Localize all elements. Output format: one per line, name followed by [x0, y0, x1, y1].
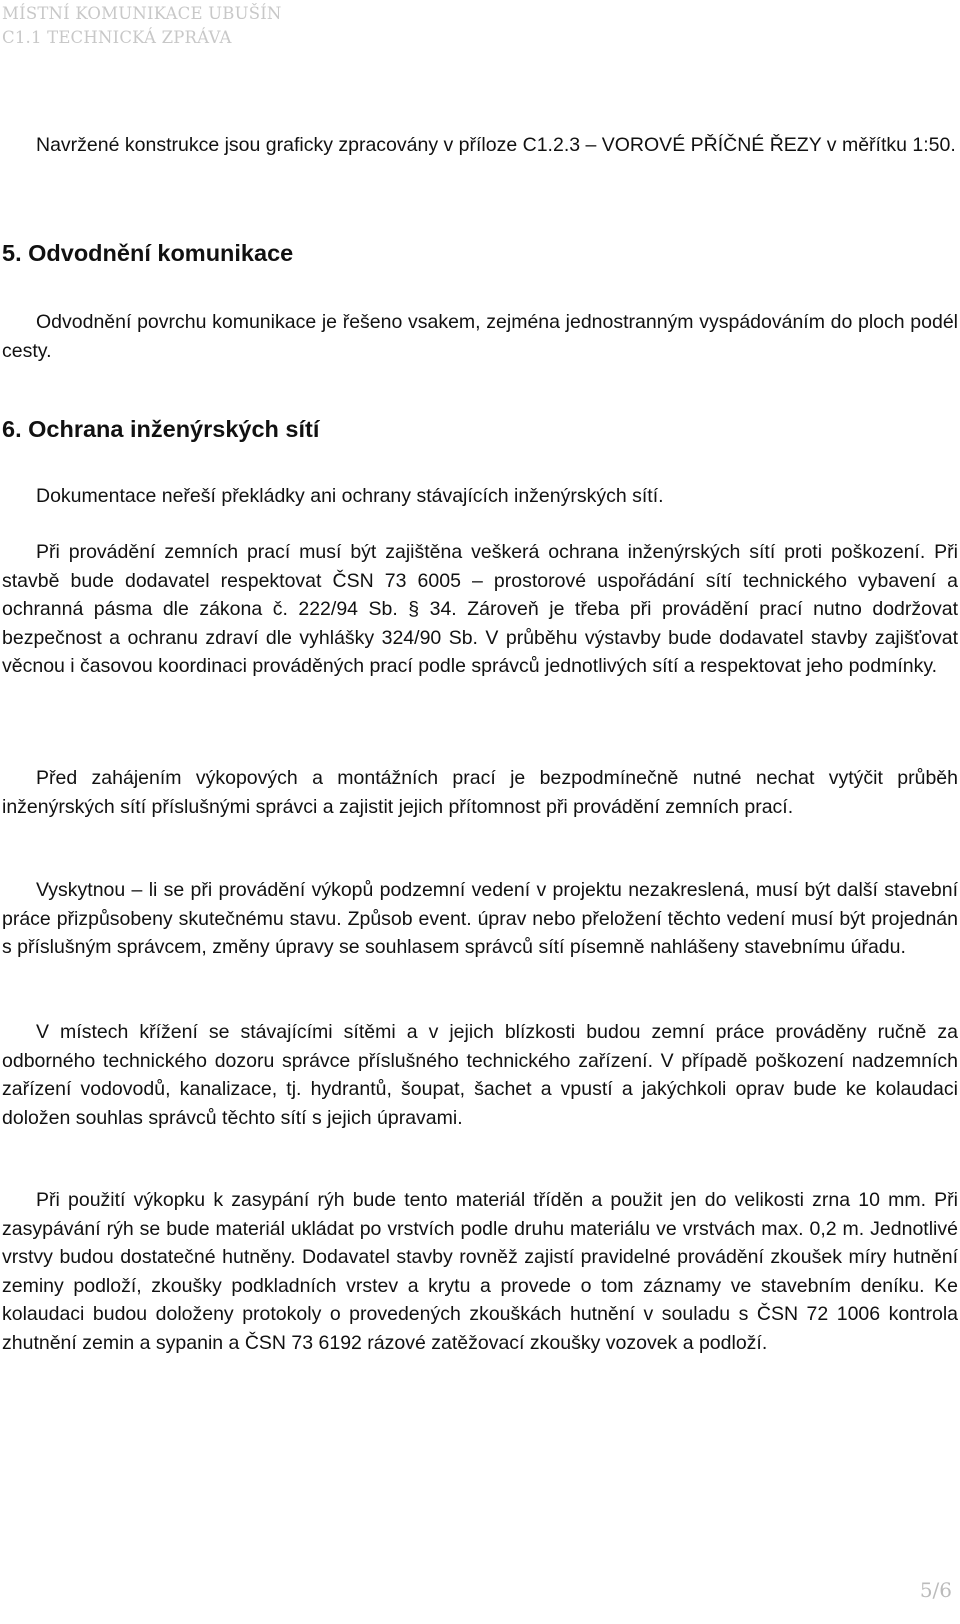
section6-text-2: Při provádění zemních prací musí být zajištěna veškerá ochrana inženýrských sítí proti poškození. Při stavbě bude dodavatel respektovat ČSN 73 6005 – prostorové uspořádání sítí technického vybavení a ochranná pásma dle zákona č. 222/94 Sb. § 34. Zároveň je třeba při provádění prací nutno dodržovat bezpečnost a ochranu zdraví dle vyhlášky 324/90 Sb. V průběhu výstavby bude dodavatel stavby zajišťovat věcnou i časovou koordinaci prováděných prací podle správců jednotlivých sítí a respektovat jeho podmínky. [2, 541, 958, 677]
header-project-title: MÍSTNÍ KOMUNIKACE UBUŠÍN [2, 4, 282, 23]
section6-text-6: Při použití výkopku k zasypání rýh bude tento materiál tříděn a použit jen do velikosti zrna 10 mm. Při zasypávání rýh se bude materiál ukládat po vrstvích podle druhu materiálu ve vrstvách max. 0,2 m. Jednotlivé vrstvy budou dostatečné hutněny. Dodavatel stavby rovněž zajistí pravidelné provádění zkoušek míry hutnění zeminy podloží, zkoušky podkladních vrstev a krytu a provede o tom záznamy ve stavebním deníku. Ke kolaudaci budou doloženy protokoly o provedených zkouškách hutnění v souladu s ČSN 72 1006 kontrola zhutnění zemin a sypanin a ČSN 73 6192 rázové zatěžovací zkoušky vozovek a podloží. [2, 1189, 958, 1354]
section6-text-5: V místech křížení se stávajícími sítěmi a v jejich blízkosti budou zemní práce prováděny ručně za odborného technického dozoru správce příslušného technického zařízení. V případě poškození nadzemních zařízení vodovodů, kanalizace, tj. hydrantů, šoupat, šachet a vpustí a jakýchkoli oprav bude ke kolaudaci doložen souhlas správců těchto sítí s jejich úpravami. [2, 1021, 958, 1129]
section6-paragraph-2 [2, 538, 958, 681]
intro-paragraph [2, 131, 958, 160]
intro-text: Navržené konstrukce jsou graficky zpracovány v příloze C1.2.3 – VOROVÉ PŘÍČNÉ ŘEZY v měřítku 1:50. [36, 134, 956, 156]
section5-paragraph [2, 308, 958, 365]
section-heading-5: 5. Odvodnění komunikace [2, 240, 294, 266]
section6-paragraph-4 [2, 876, 958, 962]
section6-paragraph-6 [2, 1186, 958, 1357]
header-document-title: C1.1 TECHNICKÁ ZPRÁVA [2, 28, 232, 47]
section-heading-6: 6. Ochrana inženýrských sítí [2, 416, 320, 442]
section6-paragraph-5 [2, 1018, 958, 1132]
section5-text: Odvodnění povrchu komunikace je řešeno vsakem, zejména jednostranným vyspádováním do ploch podél cesty. [2, 311, 958, 362]
section6-text-3: Před zahájením výkopových a montážních prací je bezpodmínečně nutné nechat vytýčit průběh inženýrských sítí příslušnými správci a zajistit jejich přítomnost při provádění zemních prací. [2, 767, 958, 818]
section6-text-4: Vyskytnou – li se při provádění výkopů podzemní vedení v projektu nezakreslená, musí být další stavební práce přizpůsobeny skutečnému stavu. Způsob event. úprav nebo přeložení těchto vedení musí být projednán s příslušným správcem, změny úpravy se souhlasem správců sítí písemně nahlášeny stavebnímu úřadu. [2, 879, 958, 958]
section6-text-1: Dokumentace neřeší překládky ani ochrany stávajících inženýrských sítí. [36, 485, 664, 507]
section6-paragraph-3 [2, 764, 958, 821]
section6-paragraph-1 [2, 482, 958, 511]
page-number: 5/6 [919, 1578, 952, 1602]
